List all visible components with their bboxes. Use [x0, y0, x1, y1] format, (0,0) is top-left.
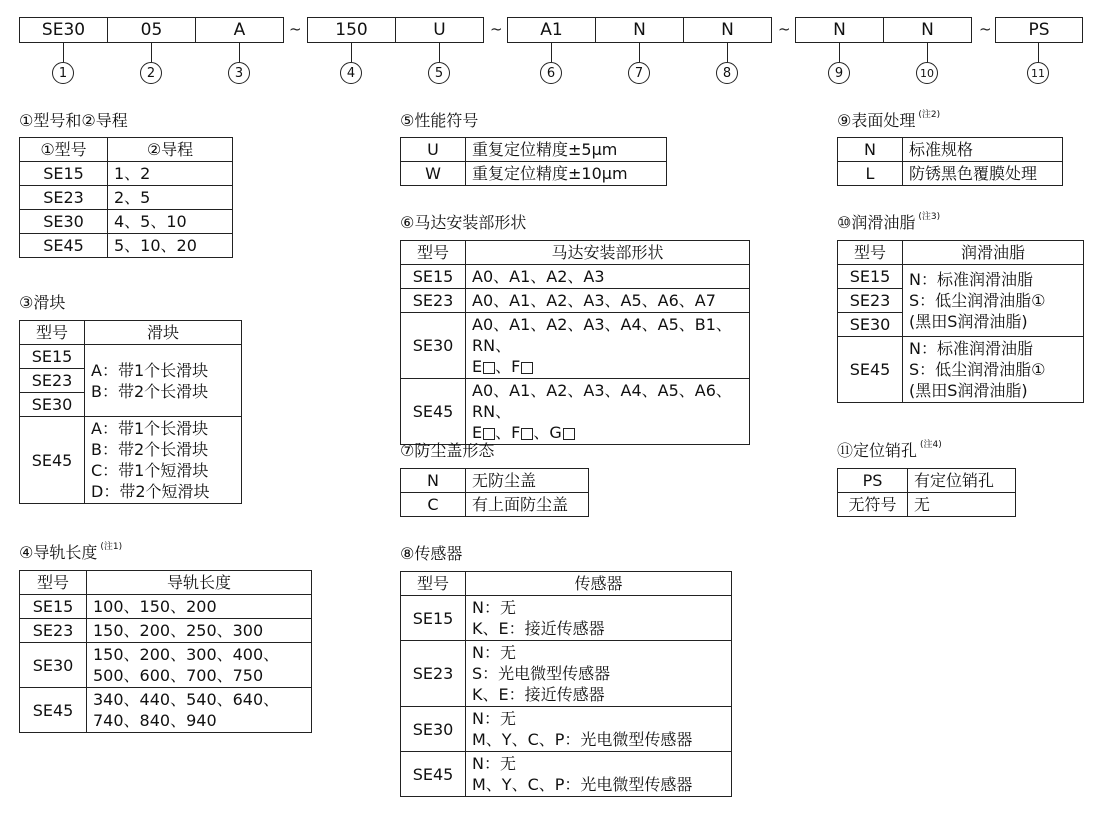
section-title-surface [837, 108, 940, 131]
description-cell: 防锈黑色覆膜处理 [903, 162, 1063, 186]
table-row [401, 596, 732, 641]
column-header: 型号 [401, 572, 466, 596]
column-header: 马达安装部形状 [466, 241, 750, 265]
code-segment-motor-mount: A1 [507, 17, 596, 43]
table-row [20, 643, 312, 688]
code-segment-grease: N [883, 17, 972, 43]
symbol-cell: N [401, 469, 466, 493]
section-title-performance: ⑤性能符号 [400, 111, 479, 130]
sensor-cell: N：无 S：光电微型传感器 K、E：接近传感器 [466, 641, 732, 707]
code-leader-line [1038, 43, 1039, 62]
code-separator: ~ [979, 20, 992, 38]
section-title-text: ⑪定位销孔 [837, 441, 918, 460]
lead-cell: 1、2 [108, 162, 233, 186]
rail-length-cell: 100、150、200 [87, 595, 312, 619]
rail-length-table [19, 570, 312, 733]
code-separator: ~ [778, 20, 791, 38]
code-segment-dust-cover: N [595, 17, 684, 43]
note-marker: (注2) [918, 110, 941, 120]
column-header: 传感器 [466, 572, 732, 596]
pin-table [837, 468, 1016, 517]
table-row [20, 619, 312, 643]
table-row [401, 707, 732, 752]
marker-3: 3 [228, 62, 250, 84]
note-marker: (注3) [918, 212, 941, 222]
model-cell: SE30 [20, 643, 87, 688]
mount-shape-option: 、G [533, 423, 562, 442]
table-row [20, 210, 233, 234]
marker-2: 2 [140, 62, 162, 84]
table-row [838, 265, 1084, 289]
column-header: 滑块 [85, 321, 242, 345]
mount-shape-cell: A0、A1、A2、A3 [466, 265, 750, 289]
model-cell: SE30 [838, 313, 903, 337]
code-segment-sensor: N [683, 17, 772, 43]
section-title-grease [837, 210, 940, 233]
sensor-cell: N：无 M、Y、C、P：光电微型传感器 [466, 752, 732, 797]
placeholder-box-icon [521, 428, 533, 440]
sensor-cell: N：无 M、Y、C、P：光电微型传感器 [466, 707, 732, 752]
description-cell: 重复定位精度±10μm [466, 162, 667, 186]
table-row [20, 234, 233, 258]
model-cell: SE23 [20, 369, 85, 393]
grease-cell: N：标准润滑油脂 S：低尘润滑油脂① (黑田S润滑油脂) [903, 265, 1084, 337]
table-header-row [20, 138, 233, 162]
symbol-cell: W [401, 162, 466, 186]
mount-shape-cell: A0、A1、A2、A3、A5、A6、A7 [466, 289, 750, 313]
lead-cell: 4、5、10 [108, 210, 233, 234]
code-leader-line [151, 43, 152, 62]
column-header: 型号 [20, 321, 85, 345]
mount-shape-option: 、F [495, 357, 521, 376]
column-header: 导轨长度 [87, 571, 312, 595]
code-segment-lead: 05 [107, 17, 196, 43]
marker-8: 8 [716, 62, 738, 84]
section-title-sensor: ⑧传感器 [400, 544, 463, 563]
marker-7: 7 [628, 62, 650, 84]
performance-table [400, 137, 667, 186]
code-leader-line [639, 43, 640, 62]
dust-cover-table [400, 468, 589, 517]
sensor-cell: N：无 K、E：接近传感器 [466, 596, 732, 641]
model-lead-table [19, 137, 233, 258]
motor-mount-table [400, 240, 750, 445]
table-row [401, 493, 589, 517]
table-row [401, 289, 750, 313]
column-header: 型号 [838, 241, 903, 265]
mount-shape-option: E [472, 357, 483, 376]
model-cell: SE15 [20, 345, 85, 369]
section-title-slider: ③滑块 [19, 293, 66, 312]
table-row [401, 379, 750, 445]
model-cell: SE15 [20, 595, 87, 619]
mount-shape-text: A0、A1、A2、A3、A4、A5、B1、RN、 [472, 315, 732, 355]
section-title-dust-cover: ⑦防尘盖形态 [400, 441, 495, 460]
table-row [401, 265, 750, 289]
mount-shape-cell [466, 313, 750, 379]
description-cell: 无防尘盖 [466, 469, 589, 493]
placeholder-box-icon [483, 362, 495, 374]
section-title-text: ⑩润滑油脂 [837, 213, 916, 232]
column-header: 型号 [401, 241, 466, 265]
slider-options-cell: A：带1个长滑块 B：带2个长滑块 C：带1个短滑块 D：带2个短滑块 [85, 417, 242, 504]
table-row [838, 493, 1016, 517]
mount-shape-text: A0、A1、A2、A3、A4、A5、A6、RN、 [472, 381, 732, 421]
column-header: 润滑油脂 [903, 241, 1084, 265]
model-cell: SE45 [838, 337, 903, 403]
code-leader-line [239, 43, 240, 62]
code-leader-line [439, 43, 440, 62]
model-cell: SE45 [401, 379, 466, 445]
code-segment-surface: N [795, 17, 884, 43]
slider-options-cell: A：带1个长滑块 B：带2个长滑块 [85, 345, 242, 417]
code-leader-line [927, 43, 928, 62]
code-segment-pin: PS [995, 17, 1083, 43]
code-segment-slider: A [195, 17, 284, 43]
code-segment-model: SE30 [19, 17, 108, 43]
code-segment-rail-length: 150 [307, 17, 396, 43]
table-header-row [838, 241, 1084, 265]
mount-shape-option: E [472, 423, 483, 442]
column-header: 型号 [20, 571, 87, 595]
model-cell: SE23 [838, 289, 903, 313]
table-header-row [401, 572, 732, 596]
marker-9: 9 [828, 62, 850, 84]
symbol-cell: C [401, 493, 466, 517]
model-cell: SE15 [401, 596, 466, 641]
section-title-pin [837, 438, 942, 461]
rail-length-cell: 150、200、250、300 [87, 619, 312, 643]
model-cell: SE30 [20, 393, 85, 417]
placeholder-box-icon [521, 362, 533, 374]
table-row [401, 641, 732, 707]
model-cell: SE15 [838, 265, 903, 289]
table-row [20, 345, 242, 369]
table-row [401, 313, 750, 379]
description-cell: 有上面防尘盖 [466, 493, 589, 517]
section-title-text: ④导轨长度 [19, 543, 98, 562]
table-row [838, 162, 1063, 186]
code-leader-line [351, 43, 352, 62]
marker-5: 5 [428, 62, 450, 84]
code-segment-performance: U [395, 17, 484, 43]
code-leader-line [63, 43, 64, 62]
note-marker: (注1) [100, 542, 123, 552]
section-title-text: ⑨表面处理 [837, 111, 916, 130]
table-row [838, 469, 1016, 493]
table-row [838, 337, 1084, 403]
model-cell: SE45 [20, 417, 85, 504]
column-header: ①型号 [20, 138, 108, 162]
description-cell: 标准规格 [903, 138, 1063, 162]
marker-10: 10 [916, 62, 938, 84]
marker-11: 11 [1027, 62, 1049, 84]
placeholder-box-icon [563, 428, 575, 440]
lead-cell: 5、10、20 [108, 234, 233, 258]
section-title-motor-mount: ⑥马达安装部形状 [400, 213, 527, 232]
description-cell: 无 [908, 493, 1016, 517]
grease-cell: N：标准润滑油脂 S：低尘润滑油脂① (黑田S润滑油脂) [903, 337, 1084, 403]
model-cell: SE23 [20, 186, 108, 210]
symbol-cell: U [401, 138, 466, 162]
table-row [838, 138, 1063, 162]
model-cell: SE30 [20, 210, 108, 234]
section-title-rail-length [19, 540, 122, 563]
marker-1: 1 [52, 62, 74, 84]
mount-shape-cell [466, 379, 750, 445]
description-cell: 有定位销孔 [908, 469, 1016, 493]
table-row [20, 186, 233, 210]
model-cell: SE23 [20, 619, 87, 643]
table-row [20, 688, 312, 733]
model-cell: SE30 [401, 707, 466, 752]
table-row [20, 162, 233, 186]
model-cell: SE45 [20, 688, 87, 733]
sensor-table [400, 571, 732, 797]
column-header: ②导程 [108, 138, 233, 162]
symbol-cell: PS [838, 469, 908, 493]
code-separator: ~ [289, 20, 302, 38]
lead-cell: 2、5 [108, 186, 233, 210]
symbol-cell: 无符号 [838, 493, 908, 517]
model-cell: SE15 [20, 162, 108, 186]
rail-length-cell: 150、200、300、400、 500、600、700、750 [87, 643, 312, 688]
model-cell: SE15 [401, 265, 466, 289]
table-row [401, 138, 667, 162]
model-cell: SE45 [401, 752, 466, 797]
slider-table [19, 320, 242, 504]
description-cell: 重复定位精度±5μm [466, 138, 667, 162]
code-leader-line [551, 43, 552, 62]
table-row [20, 417, 242, 504]
table-row [20, 595, 312, 619]
model-cell: SE30 [401, 313, 466, 379]
symbol-cell: N [838, 138, 903, 162]
mount-shape-option: 、F [495, 423, 521, 442]
surface-table [837, 137, 1063, 186]
model-cell: SE23 [401, 641, 466, 707]
grease-table [837, 240, 1084, 403]
model-cell: SE45 [20, 234, 108, 258]
code-leader-line [839, 43, 840, 62]
table-row [401, 469, 589, 493]
marker-4: 4 [340, 62, 362, 84]
note-marker: (注4) [920, 440, 942, 450]
code-leader-line [727, 43, 728, 62]
table-row [401, 752, 732, 797]
code-separator: ~ [490, 20, 503, 38]
rail-length-cell: 340、440、540、640、 740、840、940 [87, 688, 312, 733]
marker-6: 6 [540, 62, 562, 84]
symbol-cell: L [838, 162, 903, 186]
section-title-model-lead: ①型号和②导程 [19, 111, 128, 130]
model-cell: SE23 [401, 289, 466, 313]
table-header-row [401, 241, 750, 265]
table-row [401, 162, 667, 186]
table-header-row [20, 321, 242, 345]
table-header-row [20, 571, 312, 595]
